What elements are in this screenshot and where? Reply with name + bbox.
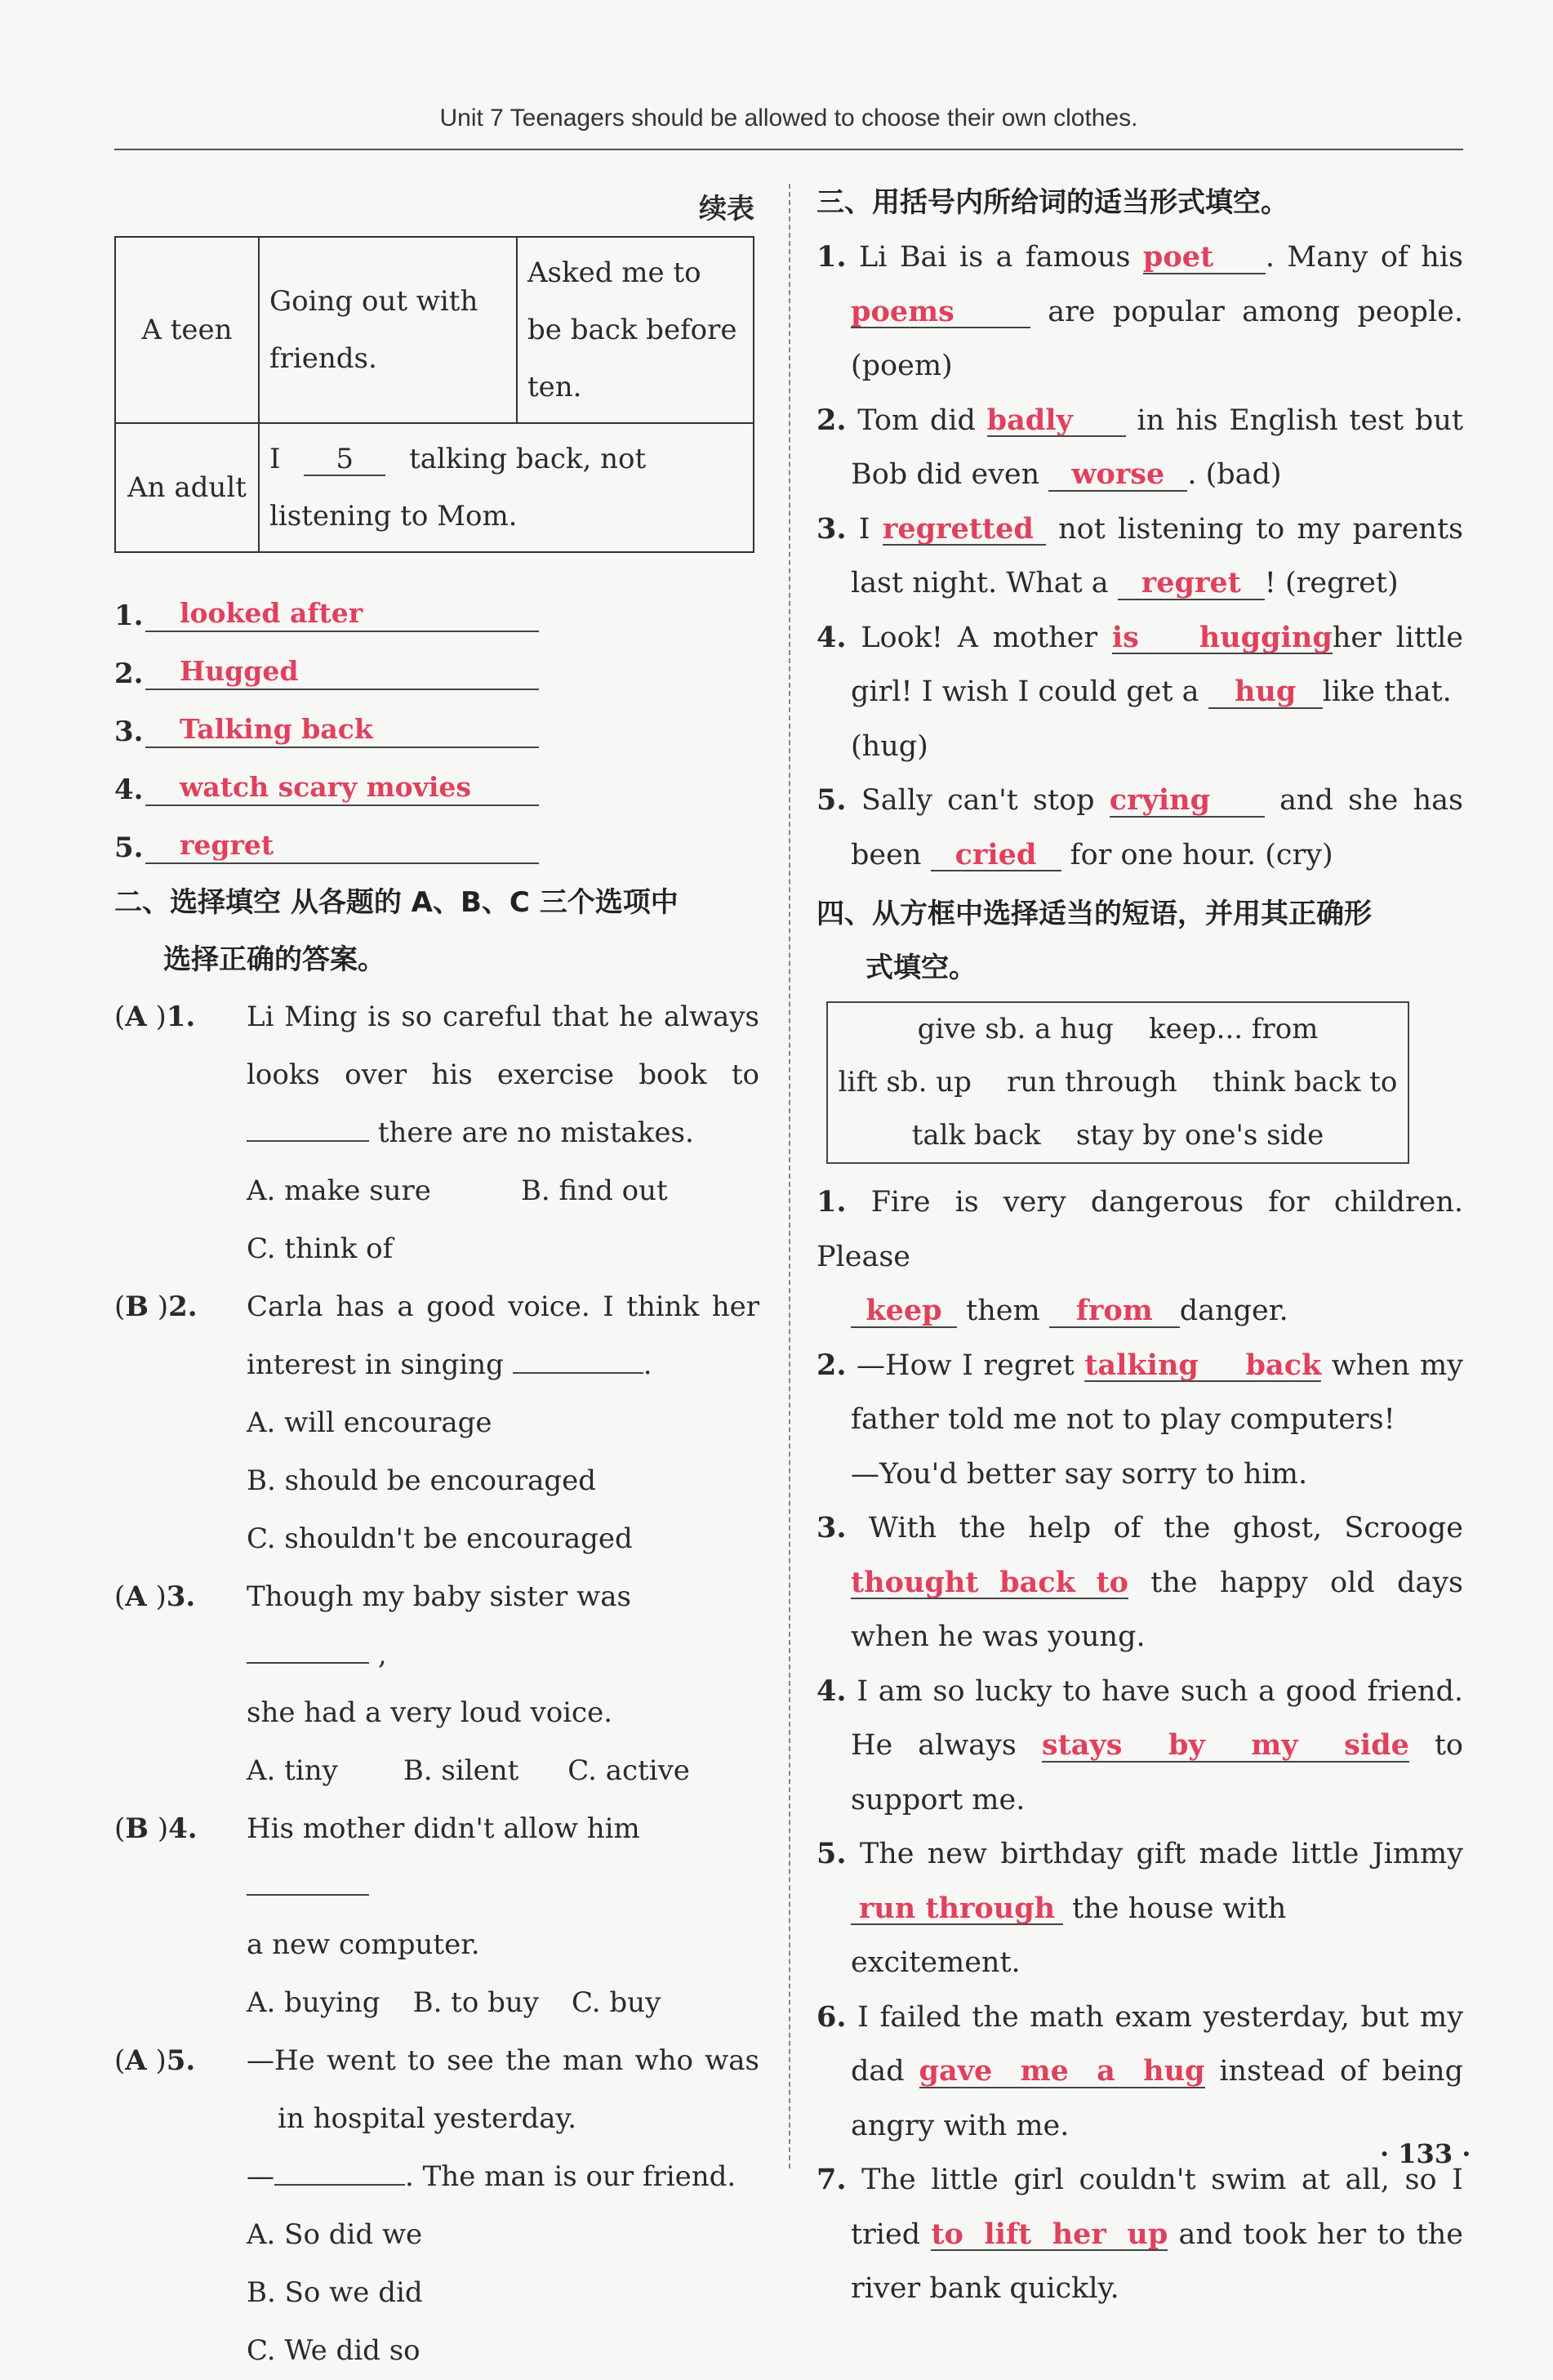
- mc-question-1: (A )1. Li Ming is so careful that he always looks over his exercise book to there are no mistakes. A. make sure B. find out C. think of: [114, 988, 759, 1278]
- answer-blank: crying: [1110, 786, 1265, 818]
- option-a: A. So did we: [247, 2218, 423, 2251]
- answer-blank: poet: [1143, 243, 1266, 274]
- phrase-box: [826, 1001, 1409, 1164]
- answer-blank: is hugging: [1111, 620, 1333, 654]
- list-item: 3. Talking back: [114, 690, 759, 748]
- option-a: A. tiny: [247, 1754, 338, 1787]
- list-item: 1. looked after: [114, 574, 759, 632]
- answer-blank: Hugged: [145, 655, 539, 690]
- phrase-question-4: 4. I am so lucky to have such a good friend. He always stays by my side to support me.: [817, 1674, 1463, 1816]
- fill-question-3: 3. I regretted not listening to my parents last night. What a regret ! (regret): [817, 511, 1463, 599]
- table-cell: I 5 talking back, not listening to Mom.: [259, 423, 754, 552]
- mc-answer: A: [125, 1580, 147, 1613]
- summary-table: [114, 236, 754, 553]
- mc-answer: B: [125, 1290, 149, 1323]
- mc-question-4: (B )4. His mother didn't allow him a new computer. A. buying B. to buy C. buy: [114, 1812, 661, 2019]
- option-b: B. to buy: [412, 1986, 539, 2019]
- answer-blank: regret: [1118, 568, 1265, 600]
- fill-question-1: 1. Li Bai is a famous poet . Many of his poems are popular among people. (poem): [817, 240, 1463, 382]
- answer-blank: hug: [1208, 677, 1323, 709]
- mc-answer: B: [125, 1812, 149, 1845]
- question-blank: [247, 1894, 369, 1896]
- answer-blank: talking back: [1084, 1348, 1322, 1382]
- mc-question-3: (A )3. Though my baby sister was , she had a very loud voice. A. tiny B. silent C. active: [114, 1580, 690, 1787]
- mc-question-5: (A )5. —He went to see the man who was in hospital yesterday. — . The man is our friend. A. So did we B. So we did C. We did so: [114, 2032, 759, 2380]
- answer-blank: run through: [851, 1894, 1063, 1926]
- answer-blank: thought back to: [851, 1565, 1128, 1599]
- answer-blank: regret: [145, 829, 539, 864]
- answer-blank: cried: [931, 840, 1061, 872]
- table-cell: Going out with friends.: [259, 237, 517, 423]
- phrase-question-2: 2. —How I regret talking back when my father told me not to play computers! —You'd better say sorry to him.: [817, 1348, 1463, 1491]
- fill-question-2: 2. Tom did badly in his English test but Bob did even worse . (bad): [817, 403, 1463, 491]
- answer-blank: looked after: [145, 597, 539, 632]
- fill-question-4: 4. Look! A mother is huggingher little girl! I wish I could get a hug like that. (hug): [817, 620, 1463, 763]
- part2-title: 二、选择填空 从各题的 A、B、C 三个选项中 选择正确的答案。: [114, 886, 679, 976]
- table-cell: A teen: [115, 237, 259, 423]
- question-blank: [274, 2184, 405, 2186]
- phrase-question-6: 6. I failed the math exam yesterday, but my dad gave me a hug instead of being angry with me.: [817, 1999, 1463, 2142]
- column-divider: [789, 184, 790, 2168]
- phrase-question-7: 7. The little girl couldn't swim at all, so I tried to lift her up and took her to the river bank quickly.: [817, 2163, 1463, 2305]
- option-a: A. make sure: [247, 1174, 431, 1207]
- part4-title: 四、从方框中选择适当的短语，并用其正确形 式填空。: [817, 898, 1372, 984]
- answer-blank: stays by my side: [1041, 1728, 1409, 1762]
- option-a: A. will encourage: [247, 1406, 492, 1439]
- answer-blank: to lift her up: [931, 2217, 1168, 2251]
- phrase-row: lift sb. up run through think back to: [838, 1066, 1398, 1099]
- part1-answers: [114, 574, 759, 864]
- list-item: 5. regret: [114, 806, 759, 864]
- phrase-row: talk back stay by one's side: [911, 1119, 1324, 1152]
- question-blank: [513, 1372, 643, 1374]
- option-c: C. active: [567, 1754, 690, 1787]
- table-continued-label: 续表: [699, 193, 754, 225]
- left-column: [114, 180, 759, 2380]
- phrase-question-1: 1. Fire is very dangerous for children. Please keep them from danger.: [817, 1185, 1463, 1327]
- answer-blank: poems: [851, 297, 1030, 329]
- option-c: C. shouldn't be encouraged: [247, 1522, 633, 1555]
- page-header: Unit 7 Teenagers should be allowed to choose their own clothes.: [439, 105, 1138, 131]
- option-c: C. buy: [572, 1986, 661, 2019]
- question-blank: [247, 1662, 369, 1664]
- option-b: B. find out: [520, 1174, 668, 1207]
- list-item: 2. Hugged: [114, 632, 759, 690]
- option-c: C. think of: [247, 1232, 394, 1265]
- answer-blank: badly: [987, 406, 1126, 438]
- table-row: [115, 423, 754, 552]
- mc-answer: A: [125, 2044, 147, 2077]
- option-c: C. We did so: [247, 2334, 421, 2367]
- option-b: B. silent: [403, 1754, 519, 1787]
- mc-answer: A: [125, 1001, 147, 1033]
- list-item: 4. watch scary movies: [114, 748, 759, 806]
- question-blank: [247, 1140, 369, 1142]
- answer-blank: watch scary movies: [145, 771, 539, 806]
- answer-blank: keep: [851, 1296, 957, 1328]
- table-cell: Asked me to be back before ten.: [517, 237, 754, 423]
- fill-question-5: 5. Sally can't stop crying and she has been cried for one hour. (cry): [817, 783, 1463, 871]
- phrase-question-5: 5. The new birthday gift made little Jimmy run through the house with excitement.: [817, 1837, 1463, 1979]
- answer-blank: from: [1049, 1296, 1180, 1328]
- part3-title: 三、用括号内所给词的适当形式填空。: [817, 186, 1288, 219]
- table-cell: An adult: [115, 423, 259, 552]
- page-number: · 133 ·: [1380, 2138, 1471, 2169]
- option-a: A. buying: [247, 1986, 380, 2019]
- answer-blank: gave me a hug: [919, 2054, 1205, 2088]
- answer-blank: Talking back: [145, 713, 539, 748]
- phrase-question-3: 3. With the help of the ghost, Scrooge thought back to the happy old days when he was young.: [817, 1511, 1463, 1653]
- answer-blank: regretted: [883, 515, 1046, 546]
- mc-question-2: (B )2. Carla has a good voice. I think her interest in singing . A. will encourage B. should be encouraged C. shouldn't be encouraged: [114, 1278, 759, 1568]
- answer-blank: worse: [1048, 460, 1187, 492]
- right-column: [817, 180, 1463, 2316]
- header-rule: [114, 149, 1463, 150]
- phrase-row: give sb. a hug keep... from: [917, 1013, 1319, 1045]
- option-b: B. So we did: [247, 2276, 423, 2309]
- option-b: B. should be encouraged: [247, 1464, 597, 1497]
- table-blank: 5: [304, 445, 385, 476]
- table-row: [115, 237, 754, 423]
